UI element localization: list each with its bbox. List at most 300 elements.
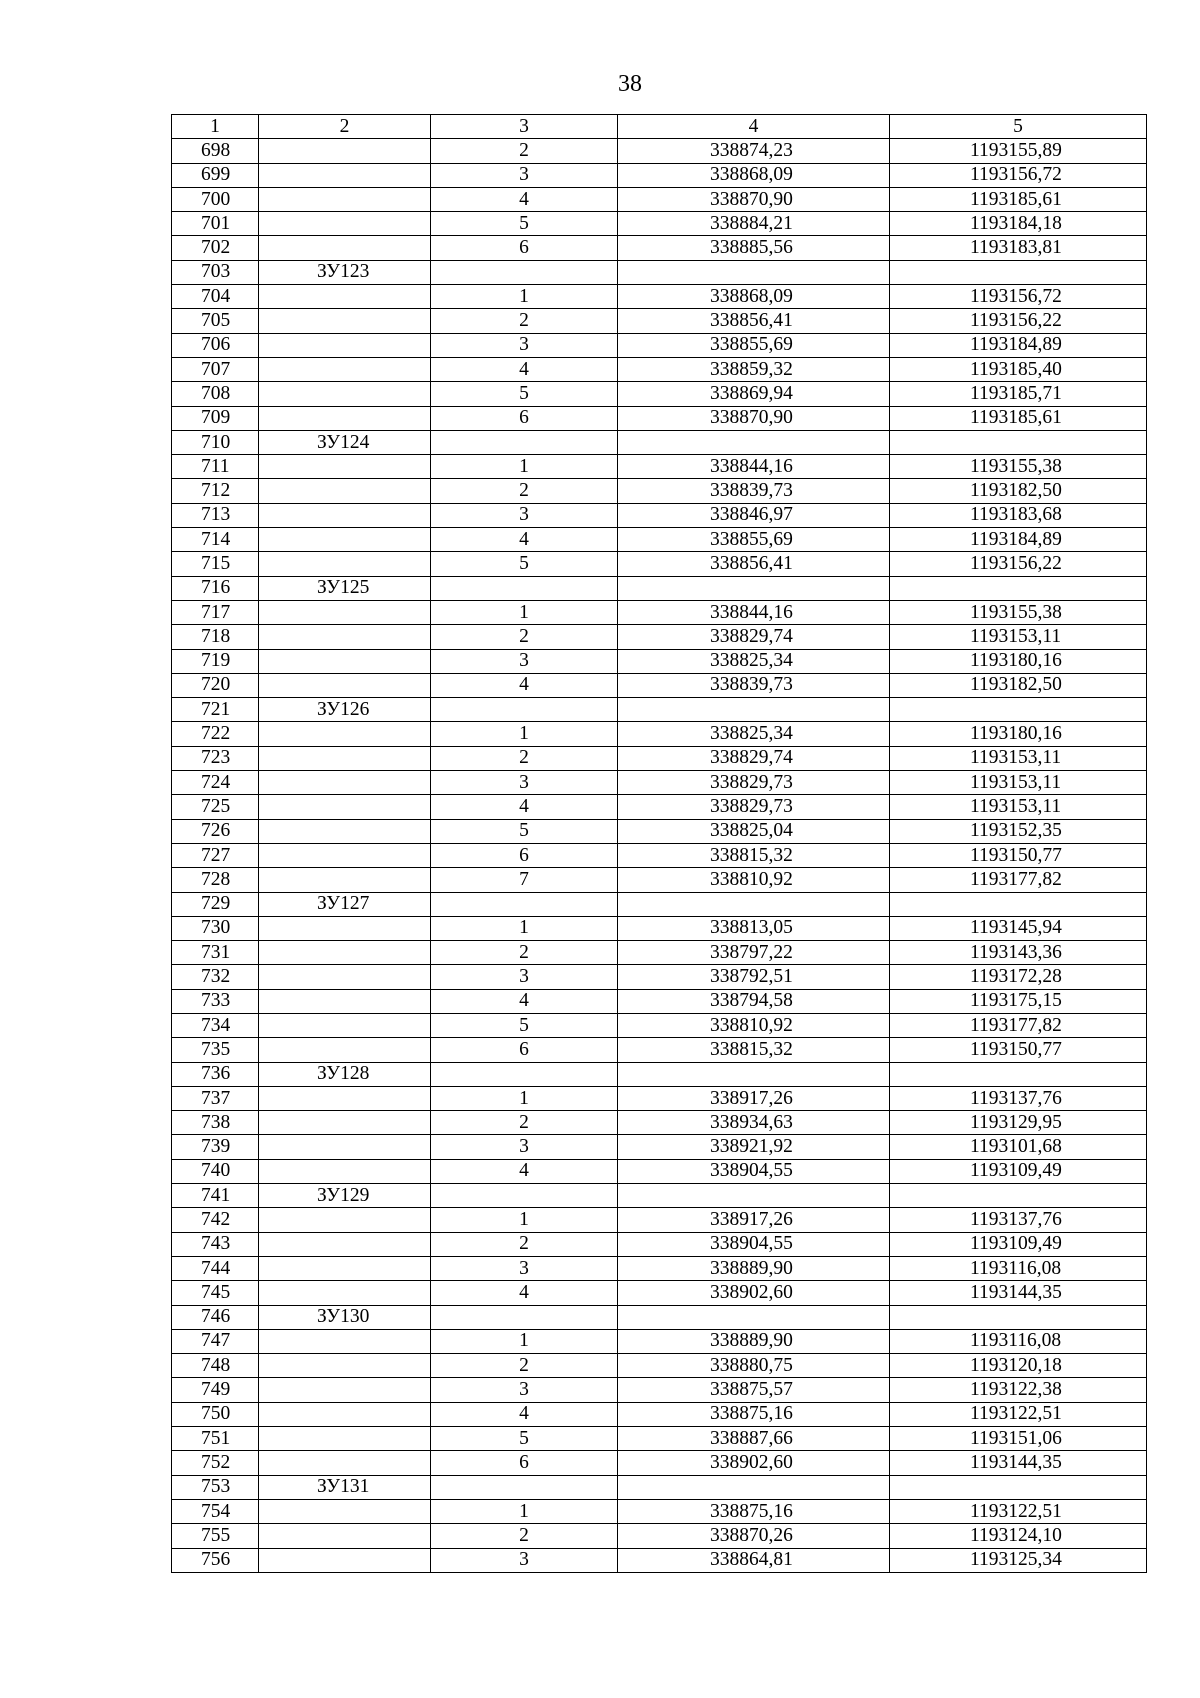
point-number-cell: 4 bbox=[431, 1159, 618, 1183]
y-coordinate-cell: 1193137,76 bbox=[890, 1208, 1147, 1232]
point-number-cell: 1 bbox=[431, 455, 618, 479]
table-row bbox=[172, 965, 1147, 989]
x-coordinate-cell: 338829,73 bbox=[618, 795, 890, 819]
table-row bbox=[172, 406, 1147, 430]
column-header: 5 bbox=[890, 115, 1147, 139]
point-number-cell bbox=[431, 892, 618, 916]
plot-id-cell bbox=[259, 1013, 431, 1037]
y-coordinate-cell bbox=[890, 698, 1147, 722]
row-number-cell: 710 bbox=[172, 430, 259, 454]
x-coordinate-cell: 338829,74 bbox=[618, 746, 890, 770]
row-number-cell: 753 bbox=[172, 1475, 259, 1499]
point-number-cell: 3 bbox=[431, 1256, 618, 1280]
table-row bbox=[172, 479, 1147, 503]
y-coordinate-cell: 1193180,16 bbox=[890, 722, 1147, 746]
point-number-cell bbox=[431, 260, 618, 284]
table-row bbox=[172, 649, 1147, 673]
table-row bbox=[172, 309, 1147, 333]
row-number-cell: 747 bbox=[172, 1329, 259, 1353]
row-number-cell: 729 bbox=[172, 892, 259, 916]
table-row bbox=[172, 1086, 1147, 1110]
x-coordinate-cell bbox=[618, 576, 890, 600]
y-coordinate-cell: 1193152,35 bbox=[890, 819, 1147, 843]
row-number-cell: 740 bbox=[172, 1159, 259, 1183]
row-number-cell: 726 bbox=[172, 819, 259, 843]
x-coordinate-cell: 338902,60 bbox=[618, 1451, 890, 1475]
x-coordinate-cell: 338870,90 bbox=[618, 406, 890, 430]
point-number-cell: 3 bbox=[431, 771, 618, 795]
row-number-cell: 756 bbox=[172, 1548, 259, 1572]
plot-id-cell bbox=[259, 600, 431, 624]
plot-id-cell bbox=[259, 187, 431, 211]
plot-id-cell bbox=[259, 673, 431, 697]
x-coordinate-cell: 338856,41 bbox=[618, 309, 890, 333]
plot-id-cell bbox=[259, 455, 431, 479]
table-row bbox=[172, 552, 1147, 576]
y-coordinate-cell: 1193150,77 bbox=[890, 843, 1147, 867]
plot-id-cell bbox=[259, 1329, 431, 1353]
plot-id-cell: ЗУ126 bbox=[259, 698, 431, 722]
y-coordinate-cell: 1193109,49 bbox=[890, 1159, 1147, 1183]
table-row bbox=[172, 1159, 1147, 1183]
plot-id-cell bbox=[259, 406, 431, 430]
point-number-cell bbox=[431, 1475, 618, 1499]
x-coordinate-cell bbox=[618, 430, 890, 454]
point-number-cell bbox=[431, 1184, 618, 1208]
point-number-cell: 1 bbox=[431, 1329, 618, 1353]
y-coordinate-cell: 1193183,81 bbox=[890, 236, 1147, 260]
plot-id-cell: ЗУ128 bbox=[259, 1062, 431, 1086]
point-number-cell: 6 bbox=[431, 236, 618, 260]
row-number-cell: 752 bbox=[172, 1451, 259, 1475]
y-coordinate-cell: 1193120,18 bbox=[890, 1354, 1147, 1378]
table-row bbox=[172, 795, 1147, 819]
point-number-cell: 5 bbox=[431, 1013, 618, 1037]
x-coordinate-cell: 338825,34 bbox=[618, 722, 890, 746]
y-coordinate-cell: 1193180,16 bbox=[890, 649, 1147, 673]
x-coordinate-cell: 338870,90 bbox=[618, 187, 890, 211]
row-number-cell: 748 bbox=[172, 1354, 259, 1378]
y-coordinate-cell: 1193184,18 bbox=[890, 212, 1147, 236]
plot-id-cell bbox=[259, 552, 431, 576]
row-number-cell: 736 bbox=[172, 1062, 259, 1086]
point-number-cell: 2 bbox=[431, 479, 618, 503]
y-coordinate-cell: 1193124,10 bbox=[890, 1524, 1147, 1548]
point-number-cell bbox=[431, 1062, 618, 1086]
plot-id-cell bbox=[259, 1256, 431, 1280]
y-coordinate-cell bbox=[890, 1062, 1147, 1086]
table-row bbox=[172, 1427, 1147, 1451]
row-number-cell: 754 bbox=[172, 1499, 259, 1523]
x-coordinate-cell: 338880,75 bbox=[618, 1354, 890, 1378]
y-coordinate-cell bbox=[890, 1305, 1147, 1329]
y-coordinate-cell bbox=[890, 260, 1147, 284]
table-row bbox=[172, 1208, 1147, 1232]
row-number-cell: 701 bbox=[172, 212, 259, 236]
table-row bbox=[172, 1354, 1147, 1378]
table-row bbox=[172, 989, 1147, 1013]
row-number-cell: 700 bbox=[172, 187, 259, 211]
row-number-cell: 718 bbox=[172, 625, 259, 649]
x-coordinate-cell: 338825,34 bbox=[618, 649, 890, 673]
x-coordinate-cell: 338855,69 bbox=[618, 333, 890, 357]
table-row bbox=[172, 1256, 1147, 1280]
plot-id-cell bbox=[259, 1402, 431, 1426]
row-number-cell: 720 bbox=[172, 673, 259, 697]
point-number-cell: 5 bbox=[431, 552, 618, 576]
y-coordinate-cell: 1193109,49 bbox=[890, 1232, 1147, 1256]
table-row bbox=[172, 455, 1147, 479]
x-coordinate-cell bbox=[618, 1184, 890, 1208]
table-row bbox=[172, 916, 1147, 940]
column-header: 2 bbox=[259, 115, 431, 139]
plot-id-cell bbox=[259, 1354, 431, 1378]
row-number-cell: 719 bbox=[172, 649, 259, 673]
point-number-cell: 4 bbox=[431, 187, 618, 211]
x-coordinate-cell: 338904,55 bbox=[618, 1232, 890, 1256]
y-coordinate-cell: 1193184,89 bbox=[890, 333, 1147, 357]
x-coordinate-cell: 338887,66 bbox=[618, 1427, 890, 1451]
table-header-row bbox=[172, 115, 1147, 139]
plot-id-cell bbox=[259, 989, 431, 1013]
point-number-cell: 2 bbox=[431, 941, 618, 965]
row-number-cell: 713 bbox=[172, 503, 259, 527]
point-number-cell: 3 bbox=[431, 1548, 618, 1572]
point-number-cell bbox=[431, 576, 618, 600]
column-header: 3 bbox=[431, 115, 618, 139]
row-number-cell: 716 bbox=[172, 576, 259, 600]
y-coordinate-cell: 1193144,35 bbox=[890, 1451, 1147, 1475]
plot-id-cell bbox=[259, 916, 431, 940]
y-coordinate-cell bbox=[890, 430, 1147, 454]
table-row bbox=[172, 1475, 1147, 1499]
point-number-cell: 2 bbox=[431, 1354, 618, 1378]
x-coordinate-cell: 338825,04 bbox=[618, 819, 890, 843]
point-number-cell: 4 bbox=[431, 795, 618, 819]
row-number-cell: 737 bbox=[172, 1086, 259, 1110]
table-row bbox=[172, 941, 1147, 965]
x-coordinate-cell: 338797,22 bbox=[618, 941, 890, 965]
point-number-cell: 3 bbox=[431, 163, 618, 187]
x-coordinate-cell: 338859,32 bbox=[618, 357, 890, 381]
x-coordinate-cell: 338855,69 bbox=[618, 528, 890, 552]
point-number-cell: 4 bbox=[431, 673, 618, 697]
plot-id-cell bbox=[259, 212, 431, 236]
table-row bbox=[172, 1111, 1147, 1135]
plot-id-cell bbox=[259, 357, 431, 381]
y-coordinate-cell: 1193155,38 bbox=[890, 600, 1147, 624]
x-coordinate-cell: 338844,16 bbox=[618, 455, 890, 479]
plot-id-cell bbox=[259, 1524, 431, 1548]
x-coordinate-cell: 338839,73 bbox=[618, 479, 890, 503]
y-coordinate-cell: 1193151,06 bbox=[890, 1427, 1147, 1451]
table-row bbox=[172, 698, 1147, 722]
point-number-cell: 1 bbox=[431, 722, 618, 746]
row-number-cell: 707 bbox=[172, 357, 259, 381]
plot-id-cell bbox=[259, 1451, 431, 1475]
y-coordinate-cell: 1193153,11 bbox=[890, 625, 1147, 649]
plot-id-cell bbox=[259, 1208, 431, 1232]
x-coordinate-cell: 338875,16 bbox=[618, 1499, 890, 1523]
row-number-cell: 728 bbox=[172, 868, 259, 892]
row-number-cell: 712 bbox=[172, 479, 259, 503]
table-row bbox=[172, 576, 1147, 600]
x-coordinate-cell: 338856,41 bbox=[618, 552, 890, 576]
y-coordinate-cell: 1193185,71 bbox=[890, 382, 1147, 406]
row-number-cell: 746 bbox=[172, 1305, 259, 1329]
point-number-cell: 4 bbox=[431, 528, 618, 552]
x-coordinate-cell bbox=[618, 1475, 890, 1499]
plot-id-cell: ЗУ124 bbox=[259, 430, 431, 454]
point-number-cell: 1 bbox=[431, 285, 618, 309]
x-coordinate-cell bbox=[618, 260, 890, 284]
point-number-cell: 5 bbox=[431, 819, 618, 843]
plot-id-cell: ЗУ125 bbox=[259, 576, 431, 600]
plot-id-cell bbox=[259, 843, 431, 867]
y-coordinate-cell: 1193122,51 bbox=[890, 1499, 1147, 1523]
x-coordinate-cell bbox=[618, 1062, 890, 1086]
plot-id-cell bbox=[259, 722, 431, 746]
table-row bbox=[172, 746, 1147, 770]
plot-id-cell bbox=[259, 1499, 431, 1523]
x-coordinate-cell: 338921,92 bbox=[618, 1135, 890, 1159]
plot-id-cell bbox=[259, 382, 431, 406]
y-coordinate-cell: 1193175,15 bbox=[890, 989, 1147, 1013]
y-coordinate-cell: 1193177,82 bbox=[890, 1013, 1147, 1037]
y-coordinate-cell: 1193185,40 bbox=[890, 357, 1147, 381]
table-row bbox=[172, 333, 1147, 357]
point-number-cell bbox=[431, 698, 618, 722]
table-row bbox=[172, 1232, 1147, 1256]
y-coordinate-cell bbox=[890, 1475, 1147, 1499]
plot-id-cell bbox=[259, 285, 431, 309]
column-header: 4 bbox=[618, 115, 890, 139]
x-coordinate-cell: 338810,92 bbox=[618, 1013, 890, 1037]
table-row bbox=[172, 1281, 1147, 1305]
y-coordinate-cell: 1193185,61 bbox=[890, 187, 1147, 211]
table-body bbox=[172, 115, 1147, 1573]
y-coordinate-cell: 1193183,68 bbox=[890, 503, 1147, 527]
x-coordinate-cell: 338904,55 bbox=[618, 1159, 890, 1183]
row-number-cell: 725 bbox=[172, 795, 259, 819]
x-coordinate-cell: 338846,97 bbox=[618, 503, 890, 527]
x-coordinate-cell: 338870,26 bbox=[618, 1524, 890, 1548]
plot-id-cell bbox=[259, 1038, 431, 1062]
x-coordinate-cell: 338815,32 bbox=[618, 843, 890, 867]
x-coordinate-cell: 338864,81 bbox=[618, 1548, 890, 1572]
row-number-cell: 706 bbox=[172, 333, 259, 357]
row-number-cell: 730 bbox=[172, 916, 259, 940]
table-row bbox=[172, 1451, 1147, 1475]
point-number-cell: 6 bbox=[431, 406, 618, 430]
row-number-cell: 734 bbox=[172, 1013, 259, 1037]
plot-id-cell: ЗУ131 bbox=[259, 1475, 431, 1499]
y-coordinate-cell: 1193153,11 bbox=[890, 771, 1147, 795]
table-row bbox=[172, 382, 1147, 406]
row-number-cell: 723 bbox=[172, 746, 259, 770]
plot-id-cell bbox=[259, 868, 431, 892]
y-coordinate-cell: 1193155,89 bbox=[890, 139, 1147, 163]
x-coordinate-cell: 338794,58 bbox=[618, 989, 890, 1013]
x-coordinate-cell: 338917,26 bbox=[618, 1208, 890, 1232]
x-coordinate-cell: 338829,73 bbox=[618, 771, 890, 795]
x-coordinate-cell: 338815,32 bbox=[618, 1038, 890, 1062]
point-number-cell bbox=[431, 1305, 618, 1329]
point-number-cell bbox=[431, 430, 618, 454]
plot-id-cell bbox=[259, 139, 431, 163]
table-row bbox=[172, 139, 1147, 163]
row-number-cell: 711 bbox=[172, 455, 259, 479]
row-number-cell: 744 bbox=[172, 1256, 259, 1280]
row-number-cell: 743 bbox=[172, 1232, 259, 1256]
x-coordinate-cell: 338810,92 bbox=[618, 868, 890, 892]
y-coordinate-cell: 1193177,82 bbox=[890, 868, 1147, 892]
point-number-cell: 2 bbox=[431, 1111, 618, 1135]
point-number-cell: 4 bbox=[431, 1402, 618, 1426]
table-row bbox=[172, 1184, 1147, 1208]
table-row bbox=[172, 600, 1147, 624]
table-row bbox=[172, 1378, 1147, 1402]
table-row bbox=[172, 892, 1147, 916]
point-number-cell: 4 bbox=[431, 989, 618, 1013]
table-row bbox=[172, 868, 1147, 892]
table-row bbox=[172, 673, 1147, 697]
row-number-cell: 714 bbox=[172, 528, 259, 552]
y-coordinate-cell: 1193153,11 bbox=[890, 746, 1147, 770]
row-number-cell: 704 bbox=[172, 285, 259, 309]
point-number-cell: 3 bbox=[431, 1135, 618, 1159]
row-number-cell: 755 bbox=[172, 1524, 259, 1548]
table-row bbox=[172, 771, 1147, 795]
row-number-cell: 749 bbox=[172, 1378, 259, 1402]
table-row bbox=[172, 1305, 1147, 1329]
x-coordinate-cell: 338875,57 bbox=[618, 1378, 890, 1402]
y-coordinate-cell: 1193156,22 bbox=[890, 552, 1147, 576]
point-number-cell: 2 bbox=[431, 309, 618, 333]
y-coordinate-cell: 1193156,72 bbox=[890, 285, 1147, 309]
x-coordinate-cell: 338884,21 bbox=[618, 212, 890, 236]
table-row bbox=[172, 285, 1147, 309]
point-number-cell: 3 bbox=[431, 1378, 618, 1402]
row-number-cell: 731 bbox=[172, 941, 259, 965]
row-number-cell: 702 bbox=[172, 236, 259, 260]
y-coordinate-cell: 1193122,38 bbox=[890, 1378, 1147, 1402]
plot-id-cell bbox=[259, 479, 431, 503]
point-number-cell: 1 bbox=[431, 1499, 618, 1523]
plot-id-cell bbox=[259, 528, 431, 552]
x-coordinate-cell: 338874,23 bbox=[618, 139, 890, 163]
y-coordinate-cell: 1193155,38 bbox=[890, 455, 1147, 479]
row-number-cell: 739 bbox=[172, 1135, 259, 1159]
plot-id-cell bbox=[259, 746, 431, 770]
table-row bbox=[172, 1038, 1147, 1062]
plot-id-cell bbox=[259, 1378, 431, 1402]
y-coordinate-cell: 1193172,28 bbox=[890, 965, 1147, 989]
row-number-cell: 724 bbox=[172, 771, 259, 795]
point-number-cell: 1 bbox=[431, 1208, 618, 1232]
x-coordinate-cell: 338868,09 bbox=[618, 163, 890, 187]
x-coordinate-cell: 338885,56 bbox=[618, 236, 890, 260]
plot-id-cell bbox=[259, 649, 431, 673]
y-coordinate-cell: 1193156,72 bbox=[890, 163, 1147, 187]
page-number: 38 bbox=[618, 71, 642, 97]
y-coordinate-cell: 1193143,36 bbox=[890, 941, 1147, 965]
plot-id-cell: ЗУ130 bbox=[259, 1305, 431, 1329]
x-coordinate-cell: 338792,51 bbox=[618, 965, 890, 989]
plot-id-cell bbox=[259, 771, 431, 795]
table-row bbox=[172, 819, 1147, 843]
y-coordinate-cell: 1193153,11 bbox=[890, 795, 1147, 819]
point-number-cell: 7 bbox=[431, 868, 618, 892]
point-number-cell: 1 bbox=[431, 600, 618, 624]
y-coordinate-cell: 1193182,50 bbox=[890, 673, 1147, 697]
plot-id-cell bbox=[259, 1232, 431, 1256]
plot-id-cell bbox=[259, 1427, 431, 1451]
row-number-cell: 708 bbox=[172, 382, 259, 406]
plot-id-cell bbox=[259, 1086, 431, 1110]
plot-id-cell bbox=[259, 1135, 431, 1159]
y-coordinate-cell: 1193116,08 bbox=[890, 1329, 1147, 1353]
row-number-cell: 721 bbox=[172, 698, 259, 722]
table-row bbox=[172, 260, 1147, 284]
plot-id-cell bbox=[259, 965, 431, 989]
table-row bbox=[172, 163, 1147, 187]
x-coordinate-cell: 338868,09 bbox=[618, 285, 890, 309]
plot-id-cell bbox=[259, 163, 431, 187]
y-coordinate-cell: 1193184,89 bbox=[890, 528, 1147, 552]
x-coordinate-cell bbox=[618, 698, 890, 722]
plot-id-cell: ЗУ123 bbox=[259, 260, 431, 284]
table-row bbox=[172, 843, 1147, 867]
x-coordinate-cell: 338889,90 bbox=[618, 1329, 890, 1353]
x-coordinate-cell bbox=[618, 892, 890, 916]
point-number-cell: 2 bbox=[431, 1232, 618, 1256]
point-number-cell: 3 bbox=[431, 965, 618, 989]
plot-id-cell bbox=[259, 309, 431, 333]
point-number-cell: 2 bbox=[431, 625, 618, 649]
point-number-cell: 2 bbox=[431, 746, 618, 770]
table-row bbox=[172, 236, 1147, 260]
row-number-cell: 727 bbox=[172, 843, 259, 867]
coordinates-table bbox=[171, 114, 1147, 1573]
table-row bbox=[172, 1524, 1147, 1548]
y-coordinate-cell: 1193182,50 bbox=[890, 479, 1147, 503]
row-number-cell: 722 bbox=[172, 722, 259, 746]
y-coordinate-cell: 1193116,08 bbox=[890, 1256, 1147, 1280]
point-number-cell: 3 bbox=[431, 649, 618, 673]
row-number-cell: 717 bbox=[172, 600, 259, 624]
y-coordinate-cell: 1193150,77 bbox=[890, 1038, 1147, 1062]
y-coordinate-cell: 1193101,68 bbox=[890, 1135, 1147, 1159]
point-number-cell: 4 bbox=[431, 357, 618, 381]
point-number-cell: 3 bbox=[431, 503, 618, 527]
point-number-cell: 2 bbox=[431, 1524, 618, 1548]
y-coordinate-cell bbox=[890, 892, 1147, 916]
point-number-cell: 4 bbox=[431, 1281, 618, 1305]
y-coordinate-cell: 1193185,61 bbox=[890, 406, 1147, 430]
point-number-cell: 6 bbox=[431, 1451, 618, 1475]
point-number-cell: 5 bbox=[431, 1427, 618, 1451]
plot-id-cell bbox=[259, 1111, 431, 1135]
table-row bbox=[172, 722, 1147, 746]
point-number-cell: 6 bbox=[431, 1038, 618, 1062]
plot-id-cell bbox=[259, 333, 431, 357]
table-row bbox=[172, 503, 1147, 527]
x-coordinate-cell: 338839,73 bbox=[618, 673, 890, 697]
plot-id-cell bbox=[259, 236, 431, 260]
x-coordinate-cell: 338917,26 bbox=[618, 1086, 890, 1110]
plot-id-cell bbox=[259, 625, 431, 649]
